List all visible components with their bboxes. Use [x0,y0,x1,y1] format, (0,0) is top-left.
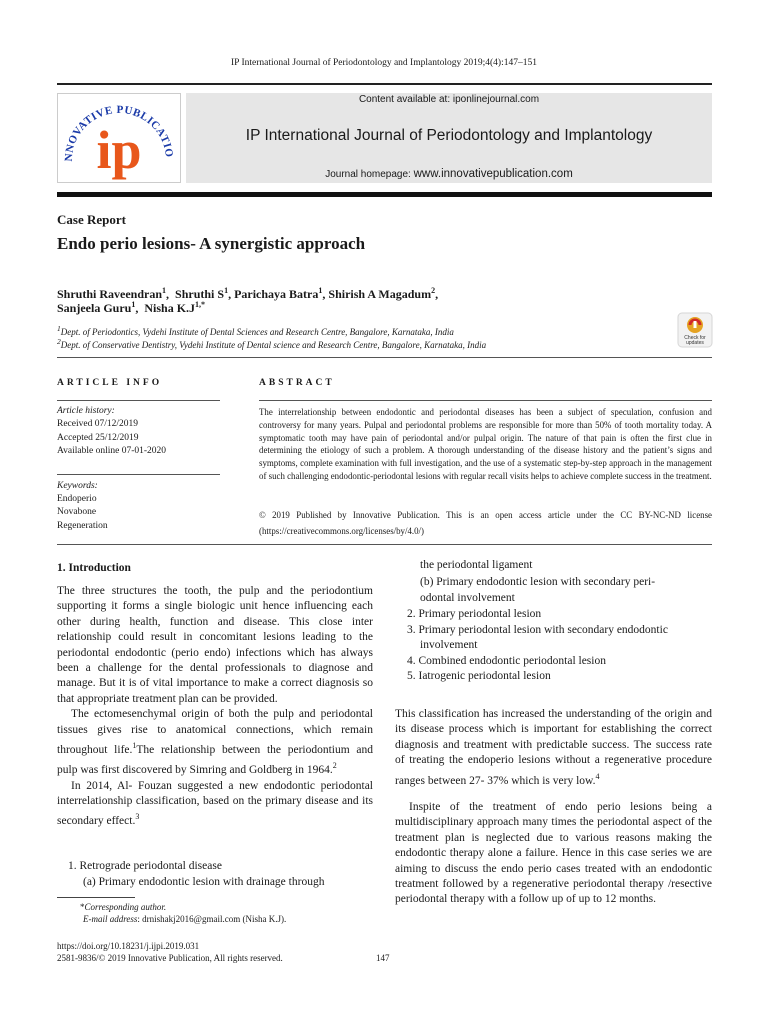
email-label: E-mail address [83,914,138,924]
list-item: odontal involvement [420,592,515,604]
authors-line-2 [57,300,205,316]
paragraph-text: In 2014, Al- Fouzan suggested a new endodontic periodontal interrelationship classification, based on the primary disease and its secondary effect. [57,779,373,828]
intro-column-1 [57,584,373,830]
intro-paragraph-3 [57,779,373,830]
footer-copyright: 2581-9836/© 2019 Innovative Publication, All rights reserved. [57,953,283,963]
affiliation-marker: 2 [57,337,61,346]
author-separator: , [166,287,176,301]
author-separator: , [228,287,235,301]
paragraph-text: The relationship between the periodontium and pulp was first discovered by Simring and Goldberg in 1964. [57,743,373,777]
affiliation-rule [57,357,712,358]
logo-letters: ip [96,120,142,180]
keyword: Regeneration [57,521,108,531]
article-info-heading: ARTICLE INFO [57,378,163,388]
citation[interactable]: 2 [332,761,337,771]
paragraph-text: This classification has increased the understanding of the origin and its disease process which is important for establishing the correct diagnosis and treatment with predictable success. The success rate of treating the endoperio lesions without a regenerative procedure ranges between 27- 37% which is very low. [395,708,712,787]
affiliation-2 [57,337,486,350]
author-affiliation-marker: 1 [224,286,229,295]
intro-paragraph-5: Inspite of the treatment of endo perio lesions being a multidisciplinary approach many times the periodontal aspect of the treatment plan is neglected due to various reasons making the endodontic therapy alone a failure. Hence in this case series we are aiming to discuss the endo perio cases treated with an endodontic treatment followed by a regenerative periodontal therapy /resective periodontal therapy with a follow up of up to 12 months. [395,801,712,906]
list-item: involvement [420,639,478,651]
footnote-corresponding [80,902,166,912]
footnote-rule [57,897,135,898]
list-item: the periodontal ligament [420,559,533,571]
intro-heading: 1. Introduction [57,562,131,574]
intro-paragraph-2 [57,707,373,778]
corresponding-label: Corresponding author. [84,902,167,912]
author-name: Shruthi Raveendran [57,287,163,301]
list-item: 1. Retrograde periodontal disease [68,860,222,872]
keywords-label: Keywords: [57,481,98,491]
header-thick-rule [57,192,712,197]
logo-arc-text: NNOVATIVE PUBLICATIO [62,103,176,162]
check-for-updates-badge[interactable] [677,312,713,348]
keyword: Endoperio [57,494,97,504]
received-date: Received 07/12/2019 [57,419,138,429]
author-name: Shirish A Magadum [328,287,432,301]
intro-paragraph-1: The three structures the tooth, the pulp and the periodontium supporting it forms a single biologic unit hence influencing each other during health, function and disease. This close inter relationship could result in concomitant lesions leading to the periodontal endodontic (perio endo) infections which has always been a challenge for the dental professionals to diagnose and manage. But it is of vital importance to make a correct diagnosis so that appropriate treatment plan can be provided. [57,585,373,705]
affiliation-text: Dept. of Conservative Dentistry, Vydehi Institute of Dental science and Research Centre, Bangalore, Karnataka, India [60,340,487,350]
running-head: IP International Journal of Periodontology and Implantology 2019;4(4):147–151 [231,58,537,68]
author-affiliation-marker: 1 [162,286,167,295]
footnote-marker: * [80,902,85,912]
intro-paragraph-4 [395,707,712,789]
accepted-date: Accepted 25/12/2019 [57,433,139,443]
homepage-link[interactable]: www.innovativepublication.com [413,168,573,180]
keyword: Novabone [57,507,97,517]
author-name: Parichaya Batra [234,287,319,301]
page-number: 147 [376,953,390,963]
list-item: 2. Primary periodontal lesion [407,608,542,620]
journal-homepage [186,168,712,180]
list-item: 3. Primary periodontal lesion with secondary endodontic [407,624,668,636]
article-info-rule [57,400,220,401]
content-available: Content available at: iponlinejournal.com [358,94,540,105]
author-name: Shruthi S [175,287,225,301]
author-name: Sanjeela Guru [57,301,132,315]
author-affiliation-marker: 1 [318,286,323,295]
author-separator: , [435,287,439,301]
affiliation-1 [57,324,454,337]
check-badge-line1: Check for [684,335,706,341]
citation[interactable]: 4 [595,771,600,781]
list-item: (a) Primary endodontic lesion with drainage through [83,876,325,888]
affiliation-marker: 1 [57,324,61,333]
paragraph-text: The ectomesenchymal origin of both the pulp and periodontal tissues gives rise to anatomical connections, which remain throughout life. [57,708,373,756]
keywords-rule [57,474,220,475]
article-type: Case Report [57,212,126,227]
abstract-heading: ABSTRACT [259,378,335,388]
top-rule [57,83,712,85]
author-affiliation-marker: 2 [431,286,436,295]
citation[interactable]: 3 [135,812,140,822]
author-separator: , [135,301,145,315]
publisher-logo [57,93,181,183]
author-affiliation-marker: 1,* [195,300,206,309]
online-date: Available online 07-01-2020 [57,446,167,456]
list-item: 5. Iatrogenic periodontal lesion [407,670,551,682]
license-text: © 2019 Published by Innovative Publication. This is an open access article under the CC BY-NC-ND license (https://creativecommons.org/licenses/by/4.0/) [259,510,712,536]
footnote-email [83,914,286,924]
author-name: Nisha K.J [144,301,196,315]
article-title: Endo perio lesions- A synergistic approach [57,234,366,253]
author-affiliation-marker: 1 [131,300,136,309]
email-address[interactable]: : drnishakj2016@gmail.com (Nisha K.J). [137,914,287,924]
list-item: (b) Primary endodontic lesion with secondary peri- [420,576,656,588]
citation[interactable]: 1 [132,741,137,751]
journal-title: IP International Journal of Periodontology and Implantology [245,127,653,144]
author-separator: , [322,287,329,301]
abstract-text: The interrelationship between endodontic and periodontal diseases has been a subject of speculation, confusion and controversy for many years. Pulpal and periodontal problems are responsible for more than 50% of tooth mortality today. A symptomatic tooth may have pain of periodontal and/or pulpal origin. The nature of that pain is often the first clue in determining the etiology of such a problem. A thorough understanding of the disease history and the patient’s signs and symptoms, complete examination with full investigation, and the use of a systematic step-by-step approach in the management of such challenging endodontic-periodontal lesions with regular recall visits helps to achieve complete success in the treatment. [259,407,712,481]
abstract-rule [259,400,712,401]
homepage-label: Journal homepage: [325,169,414,180]
publisher-logo-graphic [58,94,180,182]
body-rule [57,544,712,545]
history-label: Article history: [57,406,115,416]
footer-doi[interactable]: https://doi.org/10.18231/j.ijpi.2019.031 [57,941,200,951]
list-item: 4. Combined endodontic periodontal lesion [407,655,606,667]
check-updates-icon [677,312,713,348]
affiliation-text: Dept. of Periodontics, Vydehi Institute of Dental Sciences and Research Centre, Bangalore, Karnataka, India [60,327,454,337]
check-badge-line2: updates [686,340,704,346]
